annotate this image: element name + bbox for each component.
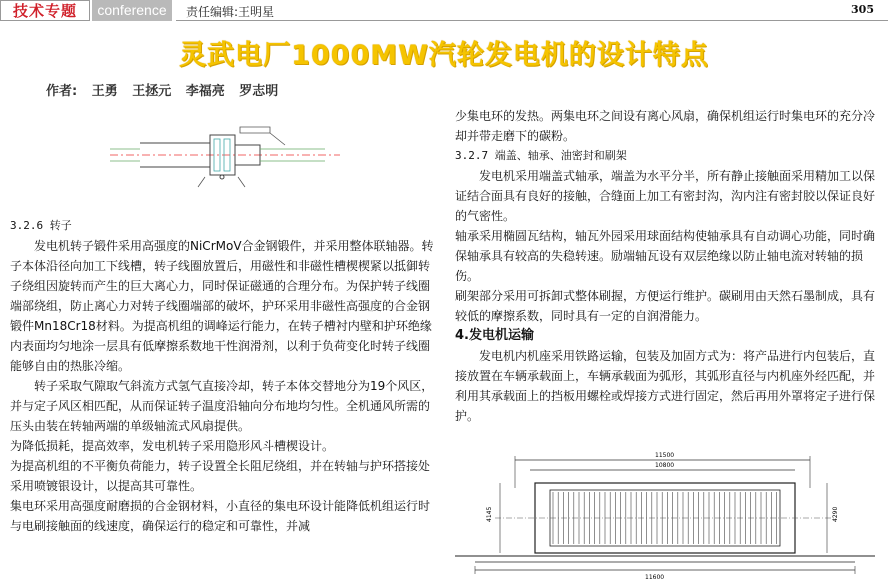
dim-top2: 10800 — [655, 462, 675, 469]
rotor-section-figure — [110, 117, 340, 197]
paragraph: 为降低损耗，提高效率，发电机转子采用隐形风斗槽楔设计。 — [10, 439, 335, 453]
editor-credit: 责任编辑:王明星 — [186, 5, 275, 19]
page-number: 305 — [851, 3, 874, 16]
transport-drawing-figure — [455, 448, 875, 588]
paragraph: 发电机内机座采用铁路运输，包装及加固方式为：将产品进行内包装后，直接放置在车辆承载面上，车辆承载面为弧形，其弧形直径与内机座外经匹配，并利用其承载面上的挡板用螺栓或焊接方式进行固定，然后再用外罩将定子进行保护。 — [455, 349, 876, 423]
article-authors: 作者: 王勇 王拯元 李福亮 罗志明 — [46, 84, 279, 99]
section-heading-3-2-7: 3.2.7 端盖、轴承、油密封和刷架 — [455, 149, 627, 162]
left-column — [10, 216, 438, 536]
paragraph: 为提高机组的不平衡负荷能力，转子设置全长阻尼绕组，并在转轴与护环搭接处采用喷镀银设计，以提高其可靠性。 — [10, 459, 431, 493]
dim-bottom: 11600 — [645, 574, 665, 581]
dim-top1: 11500 — [655, 452, 675, 459]
paragraph: 刷架部分采用可拆卸式整体刷握，方便运行维护。碳刷用由天然石墨制成，具有较低的摩擦系数，同时具有一定的自润滑能力。 — [455, 289, 876, 323]
column-tag: 技术专题 — [0, 0, 90, 21]
paragraph: 少集电环的发热。两集电环之间设有离心风扇，确保机组运行时集电环的充分冷却并带走磨下的碳粉。 — [455, 109, 876, 143]
paragraph: 发电机转子锻件采用高强度的NiCrMoV合金钢锻件，并采用整体联轴器。转子本体沿径向加工下线槽，转子线圈放置后，用磁性和非磁性槽楔楔紧以抵御转子绕组因旋转而产生的巨大离心力，同时保证磁通的合理分布。为保护转子线圈端部绕组，防止离心力对转子线圈端部的破坏，护环采用非磁性高强度的合金钢锻件Mn18Cr18材料。为提高机组的调峰运行能力，在转子槽衬内壁和护环绝缘内表面均匀地涂一层具有低摩擦系数地干性润滑剂，以利于负荷变化时转子线圈能够自由的热胀冷缩。 — [10, 239, 434, 373]
right-column — [455, 106, 877, 426]
conference-label: conference — [92, 0, 172, 21]
paragraph: 转子采取气隙取气斜流方式氢气直接冷却，转子本体交替地分为19个风区，并与定子风区相匹配，从而保证转子温度沿轴向分布地均匀性。全机通风所需的压头由装在转轴两端的单级轴流式风扇提供。 — [10, 379, 434, 433]
article-title: 灵武电厂1000MW汽轮发电机的设计特点 — [179, 40, 709, 71]
section-heading-4: 4.发电机运输 — [455, 328, 534, 343]
header-rule — [176, 20, 888, 21]
section-heading-3-2-6: 3.2.6 转子 — [10, 219, 72, 232]
dim-left: 4145 — [486, 506, 493, 522]
paragraph: 集电环采用高强度耐磨损的合金钢材料，小直径的集电环设计能降低机组运行时与电刷接触面的线速度，确保运行的稳定和可靠性，并减 — [10, 499, 431, 533]
paragraph: 轴承采用椭圆瓦结构，轴瓦外园采用球面结构使轴承具有自动调心功能，同时确保轴承具有较高的失稳转速。励端轴瓦设有双层绝缘以防止轴电流对转轴的损伤。 — [455, 229, 876, 283]
paragraph: 发电机采用端盖式轴承，端盖为水平分半，所有静止接触面采用精加工以保证结合面具有良好的接触，合缝面上加工有密封沟，沟内注有密封胶以保证良好的气密性。 — [455, 169, 876, 223]
dim-left2: 4290 — [832, 506, 839, 522]
